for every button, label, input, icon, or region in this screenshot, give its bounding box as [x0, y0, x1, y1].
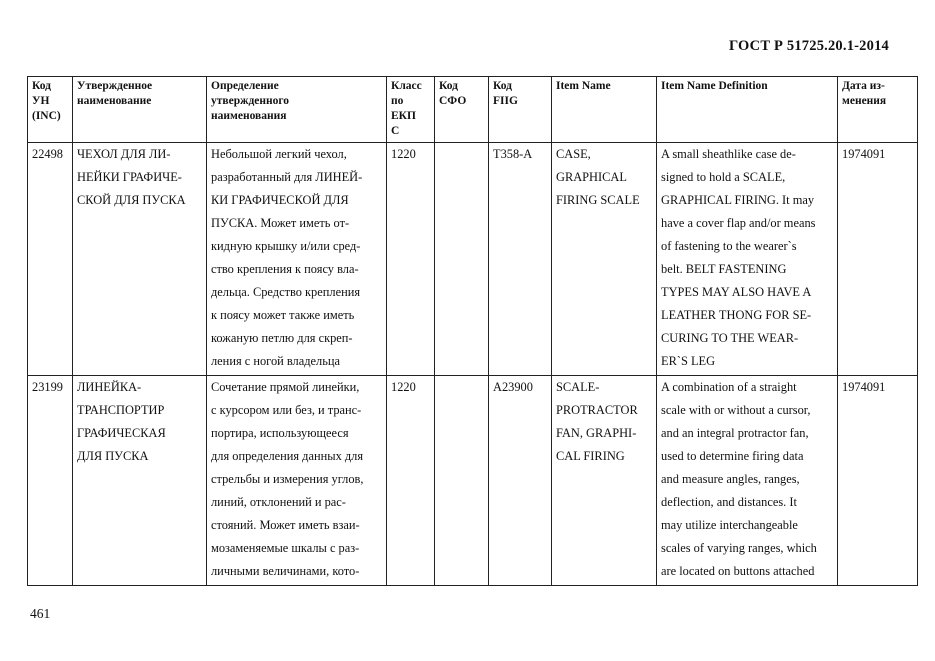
- column-header-fiig-code: [489, 77, 552, 143]
- cell-fiig-code: T358-A: [489, 143, 552, 376]
- text-line: CAL FIRING: [556, 449, 625, 463]
- text-line: наименование: [77, 95, 152, 107]
- cell-name-definition: [207, 143, 387, 376]
- text-line: утвержденного: [211, 95, 290, 107]
- text-line: FAN, GRAPHI-: [556, 426, 637, 440]
- text-line: A small sheathlike case de-: [661, 147, 796, 161]
- text-line: с курсором или без, и транс-: [211, 403, 362, 417]
- text-line: have a cover flap and/or means: [661, 216, 816, 230]
- text-line: signed to hold a SCALE,: [661, 170, 786, 184]
- classification-table: [27, 76, 918, 586]
- cell-item-name-definition: [657, 143, 838, 376]
- text-line: used to determine firing data: [661, 449, 804, 463]
- text-line: наименования: [211, 110, 287, 122]
- text-line: deflection, and distances. It: [661, 495, 797, 509]
- text-line: дельца. Средство крепления: [211, 285, 361, 299]
- text-line: FIRING SCALE: [556, 193, 640, 207]
- text-line: ГРАФИЧЕСКАЯ: [77, 426, 166, 440]
- column-header-class: [387, 77, 435, 143]
- text-line: Дата из-: [842, 80, 885, 92]
- text-line: scale with or without a cursor,: [661, 403, 811, 417]
- text-line: are located on buttons attached: [661, 564, 815, 578]
- text-line: and an integral protractor fan,: [661, 426, 809, 440]
- column-header-inc-code: [28, 77, 73, 143]
- column-header-item-name: [552, 77, 657, 143]
- cell-approved-name: [73, 376, 207, 586]
- cell-class: 1220: [387, 143, 435, 376]
- text-line: СФО: [439, 95, 467, 107]
- text-line: Item Name: [556, 80, 611, 92]
- text-line: стояний. Может иметь взаи-: [211, 518, 360, 532]
- column-header-approved-name: [73, 77, 207, 143]
- cell-fiig-code: A23900: [489, 376, 552, 586]
- cell-inc-code: 22498: [28, 143, 73, 376]
- text-line: Сочетание прямой линейки,: [211, 380, 360, 394]
- text-line: GRAPHICAL: [556, 170, 627, 184]
- text-line: СКОЙ ДЛЯ ПУСКА: [77, 193, 186, 207]
- text-line: may utilize interchangeable: [661, 518, 798, 532]
- text-line: GRAPHICAL FIRING. It may: [661, 193, 815, 207]
- text-line: Код: [439, 80, 459, 92]
- text-line: КИ ГРАФИЧЕСКОЙ ДЛЯ: [211, 193, 349, 207]
- text-line: LEATHER THONG FOR SE-: [661, 308, 812, 322]
- cell-inc-code: 23199: [28, 376, 73, 586]
- text-line: belt. BELT FASTENING: [661, 262, 787, 276]
- text-line: ство крепления к поясу вла-: [211, 262, 359, 276]
- cell-item-name-definition: [657, 376, 838, 586]
- text-line: разработанный для ЛИНЕЙ-: [211, 170, 363, 184]
- column-header-sfo-code: [435, 77, 489, 143]
- text-line: к поясу может также иметь: [211, 308, 355, 322]
- text-line: (INC): [32, 110, 61, 122]
- text-line: Утвержденное: [77, 80, 153, 92]
- cell-sfo-code: [435, 376, 489, 586]
- text-line: Класс: [391, 80, 422, 92]
- text-line: портира, использующееся: [211, 426, 349, 440]
- cell-item-name: [552, 376, 657, 586]
- table-header-row: [28, 77, 918, 143]
- text-line: менения: [842, 95, 887, 107]
- text-line: TYPES MAY ALSO HAVE A: [661, 285, 812, 299]
- document-code: ГОСТ Р 51725.20.1-2014: [728, 38, 889, 54]
- text-line: по: [391, 95, 404, 107]
- text-line: С: [391, 125, 400, 137]
- text-line: ления с ногой владельца: [211, 354, 341, 368]
- cell-approved-name: [73, 143, 207, 376]
- text-line: ER`S LEG: [661, 354, 716, 368]
- text-line: кидную крышку и/или сред-: [211, 239, 361, 253]
- text-line: Код: [493, 80, 513, 92]
- text-line: Код: [32, 80, 52, 92]
- text-line: для определения данных для: [211, 449, 364, 463]
- text-line: УН: [32, 95, 50, 107]
- text-line: ЛИНЕЙКА-: [77, 380, 142, 394]
- cell-change-date: 1974091: [838, 143, 918, 376]
- text-line: PROTRACTOR: [556, 403, 638, 417]
- text-line: ТРАНСПОРТИР: [77, 403, 165, 417]
- cell-class: 1220: [387, 376, 435, 586]
- column-header-change-date: [838, 77, 918, 143]
- text-line: стрельбы и измерения углов,: [211, 472, 364, 486]
- text-line: Определение: [211, 80, 279, 92]
- table-row: [28, 143, 918, 376]
- text-line: CASE,: [556, 147, 591, 161]
- text-line: мозаменяемые шкалы с раз-: [211, 541, 360, 555]
- text-line: SCALE-: [556, 380, 600, 394]
- cell-change-date: 1974091: [838, 376, 918, 586]
- text-line: of fastening to the wearer`s: [661, 239, 797, 253]
- column-header-name-definition: [207, 77, 387, 143]
- text-line: Небольшой легкий чехол,: [211, 147, 347, 161]
- text-line: ЧЕХОЛ ДЛЯ ЛИ-: [77, 147, 171, 161]
- table-row: [28, 376, 918, 586]
- column-header-item-name-definition: [657, 77, 838, 143]
- text-line: scales of varying ranges, which: [661, 541, 817, 555]
- text-line: ЕКП: [391, 110, 416, 122]
- text-line: CURING TO THE WEAR-: [661, 331, 799, 345]
- cell-name-definition: [207, 376, 387, 586]
- text-line: and measure angles, ranges,: [661, 472, 800, 486]
- text-line: Item Name Definition: [661, 80, 768, 92]
- text-line: ПУСКА. Может иметь от-: [211, 216, 350, 230]
- cell-sfo-code: [435, 143, 489, 376]
- cell-item-name: [552, 143, 657, 376]
- text-line: FIIG: [493, 95, 518, 107]
- text-line: линий, отклонений и рас-: [211, 495, 346, 509]
- page-number: 461: [30, 606, 51, 621]
- text-line: A combination of a straight: [661, 380, 797, 394]
- text-line: личными величинами, кото-: [211, 564, 360, 578]
- text-line: кожаную петлю для скреп-: [211, 331, 353, 345]
- text-line: НЕЙКИ ГРАФИЧЕ-: [77, 170, 182, 184]
- text-line: ДЛЯ ПУСКА: [77, 449, 149, 463]
